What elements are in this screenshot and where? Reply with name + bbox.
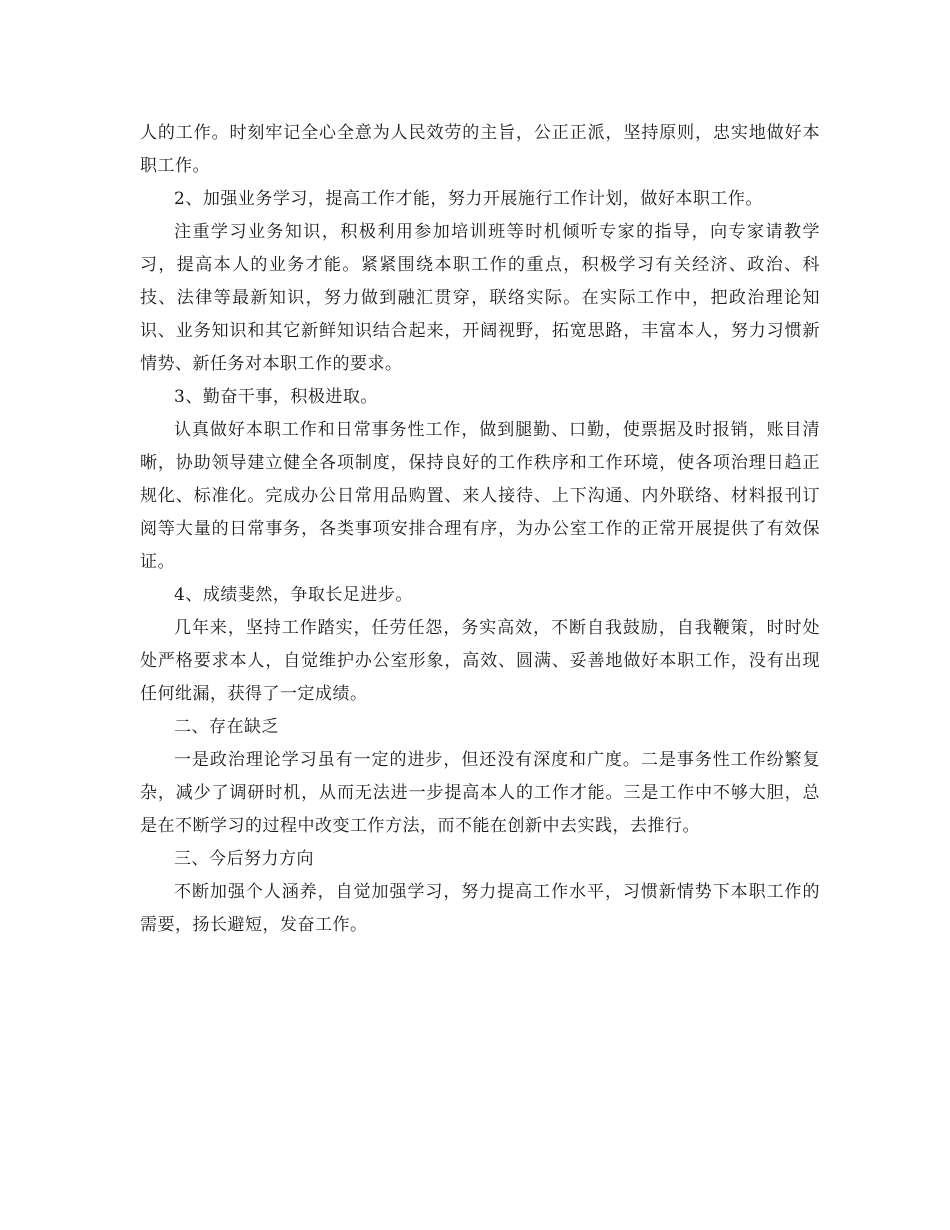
paragraph-heading-4: 4、成绩斐然，争取长足进步。 [174, 585, 413, 605]
paragraph-heading-2: 2、加强业务学习，提高工作才能，努力开展施行工作计划，做好本职工作。 [174, 189, 763, 209]
section-heading-shortcomings: 二、存在缺乏 [174, 717, 279, 737]
section-heading-future: 三、今后努力方向 [174, 849, 314, 869]
paragraph-study: 注重学习业务知识，积极利用参加培训班等时机倾听专家的指导，向专家请教学习，提高本人的业务才能。紧紧围绕本职工作的重点，积极学习有关经济、政治、科技、法律等最新知识，努力做到融汇贯穿，联络实际。在实际工作中，把政治理论知识、业务知识和其它新鲜知识结合起来，开阔视野，拓宽思路，丰富本人，努力习惯新情势、新任务对本职工作的要求。 [140, 222, 820, 374]
paragraph-daily-work: 认真做好本职工作和日常事务性工作，做到腿勤、口勤，使票据及时报销，账目清晰，协助领导建立健全各项制度，保持良好的工作秩序和工作环境，使各项治理日趋正规化、标准化。完成办公日常用品购置、来人接待、上下沟通、内外联络、材料报刊订阅等大量的日常事务，各类事项安排合理有序，为办公室工作的正常开展提供了有效保证。 [140, 420, 820, 572]
document-page [140, 117, 820, 942]
paragraph-continuation: 人的工作。时刻牢记全心全意为人民效劳的主旨，公正正派，坚持原则，忠实地做好本职工作。 [140, 123, 820, 176]
paragraph-future: 不断加强个人涵养，自觉加强学习，努力提高工作水平，习惯新情势下本职工作的需要，扬长避短，发奋工作。 [140, 882, 820, 935]
paragraph-shortcomings: 一是政治理论学习虽有一定的进步，但还没有深度和广度。二是事务性工作纷繁复杂，减少了调研时机，从而无法进一步提高本人的工作才能。三是工作中不够大胆，总是在不断学习的过程中改变工作方法，而不能在创新中去实践，去推行。 [140, 750, 820, 836]
paragraph-heading-3: 3、勤奋干事，积极进取。 [174, 387, 378, 407]
paragraph-achievements: 几年来，坚持工作踏实，任劳任怨，务实高效，不断自我鼓励，自我鞭策，时时处处严格要求本人，自觉维护办公室形象，高效、圆满、妥善地做好本职工作，没有出现任何纰漏，获得了一定成绩。 [140, 618, 820, 704]
